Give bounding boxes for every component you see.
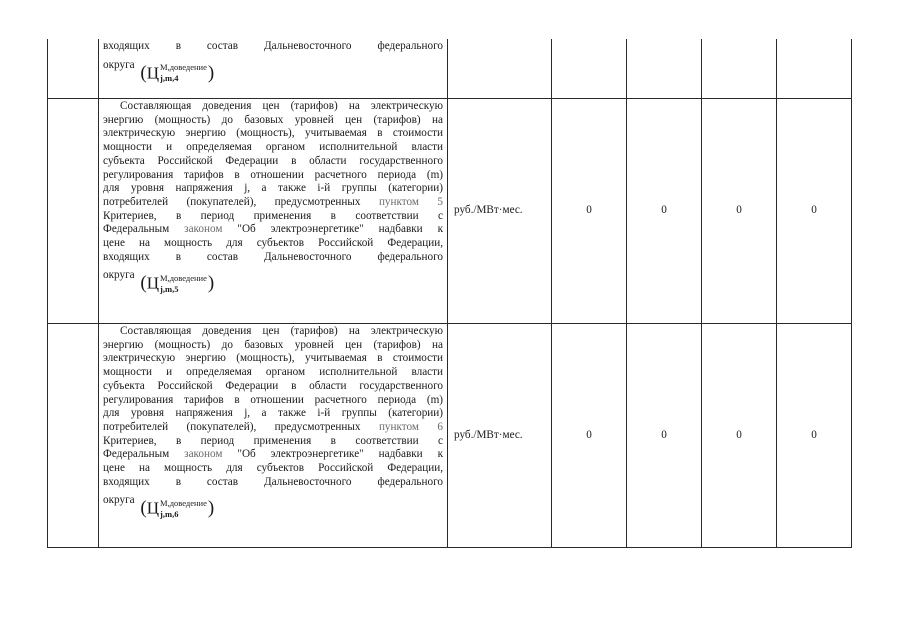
- formula-subscript: j,m,5: [160, 283, 179, 294]
- description-line: потребителей (покупателей), предусмотренных пунктом 5: [103, 195, 444, 208]
- formula-line: [103, 264, 443, 293]
- description-line: входящих в состав Дальневосточного федерального: [103, 40, 443, 52]
- formula-superscript: М,доведение: [160, 272, 207, 283]
- description-line: Критериев, в период применения в соответствии с: [103, 209, 443, 222]
- formula-prefix: округа: [103, 494, 135, 507]
- value-cell: 0: [552, 324, 627, 548]
- formula-superscript: М,доведение: [160, 497, 207, 508]
- formula-line: [103, 54, 443, 83]
- value-cell: 0: [627, 324, 702, 548]
- punkt-link[interactable]: пунктом 5: [378, 195, 444, 208]
- description-line: энергию (мощность) до базовых уровней цен (тарифов) на: [103, 113, 443, 126]
- price-formula: (Ц М,доведение j,m,4 ): [140, 62, 215, 84]
- value-cell: [627, 39, 702, 99]
- description-line: входящих в состав Дальневосточного федерального: [103, 475, 443, 488]
- description-line: электрическую энергию (мощность), учитываемая в стоимости: [103, 127, 443, 140]
- value-cell: 0: [552, 99, 627, 324]
- description-line: Федеральным законом "Об электроэнергетике" надбавки к: [103, 448, 444, 461]
- price-formula: (Ц М,доведение j,m,6 ): [140, 497, 215, 519]
- value-cell: [552, 39, 627, 99]
- table-row: [48, 39, 852, 99]
- description-line: субъекта Российской Федерации в области государственного: [103, 154, 443, 167]
- formula-superscript: М,доведение: [160, 62, 207, 73]
- value-cell: 0: [777, 324, 852, 548]
- value-cell: 0: [702, 99, 777, 324]
- unit-cell: руб./МВт·мес.: [448, 99, 552, 324]
- tariff-table: [47, 39, 852, 548]
- price-symbol: Ц: [146, 63, 160, 83]
- description-line: Критериев, в период применения в соответствии с: [103, 434, 443, 447]
- description-line: субъекта Российской Федерации в области государственного: [103, 379, 443, 392]
- description-line: Составляющая доведения цен (тарифов) на электрическую: [120, 325, 443, 337]
- unit-cell: руб./МВт·мес.: [448, 324, 552, 548]
- formula-prefix: округа: [103, 58, 135, 71]
- description-line: мощности и определяемая органом исполнительной власти: [103, 141, 443, 154]
- row-number-cell: [48, 324, 99, 548]
- formula-line: [103, 489, 443, 518]
- law-link[interactable]: законом: [184, 448, 223, 461]
- description-line: цене на мощность для субъектов Российской Федерации,: [103, 462, 443, 475]
- table-row: [48, 99, 852, 324]
- price-symbol: Ц: [146, 498, 160, 518]
- description-cell: [99, 99, 448, 324]
- table-row: [48, 324, 852, 548]
- formula-subscript: j,m,4: [160, 73, 179, 84]
- description-line: входящих в состав Дальневосточного федерального: [103, 250, 443, 263]
- value-cell: [702, 39, 777, 99]
- description-line: цене на мощность для субъектов Российской Федерации,: [103, 237, 443, 250]
- price-formula: (Ц М,доведение j,m,5 ): [140, 272, 215, 294]
- description-line: мощности и определяемая органом исполнительной власти: [103, 366, 443, 379]
- description-line: регулирования тарифов в отношении расчетного периода (m): [103, 393, 443, 406]
- description-cell: [99, 324, 448, 548]
- description-line: потребителей (покупателей), предусмотренных пунктом 6: [103, 420, 444, 433]
- row-number-cell: [48, 39, 99, 99]
- law-link[interactable]: законом: [184, 223, 223, 236]
- value-cell: 0: [777, 99, 852, 324]
- punkt-link[interactable]: пунктом 6: [378, 420, 444, 433]
- description-line: энергию (мощность) до базовых уровней цен (тарифов) на: [103, 338, 443, 351]
- row-number-cell: [48, 99, 99, 324]
- description-line: для уровня напряжения j, а также i-й группы (категории): [103, 182, 443, 195]
- value-cell: 0: [702, 324, 777, 548]
- description-line: регулирования тарифов в отношении расчетного периода (m): [103, 168, 443, 181]
- description-line: Составляющая доведения цен (тарифов) на электрическую: [120, 100, 443, 112]
- value-cell: 0: [627, 99, 702, 324]
- price-symbol: Ц: [146, 273, 160, 293]
- description-line: Федеральным законом "Об электроэнергетике" надбавки к: [103, 223, 444, 236]
- unit-cell: [448, 39, 552, 99]
- description-line: для уровня напряжения j, а также i-й группы (категории): [103, 407, 443, 420]
- formula-prefix: округа: [103, 269, 135, 282]
- formula-subscript: j,m,6: [160, 508, 179, 519]
- description-line: электрическую энергию (мощность), учитываемая в стоимости: [103, 352, 443, 365]
- value-cell: [777, 39, 852, 99]
- description-cell: [99, 39, 448, 99]
